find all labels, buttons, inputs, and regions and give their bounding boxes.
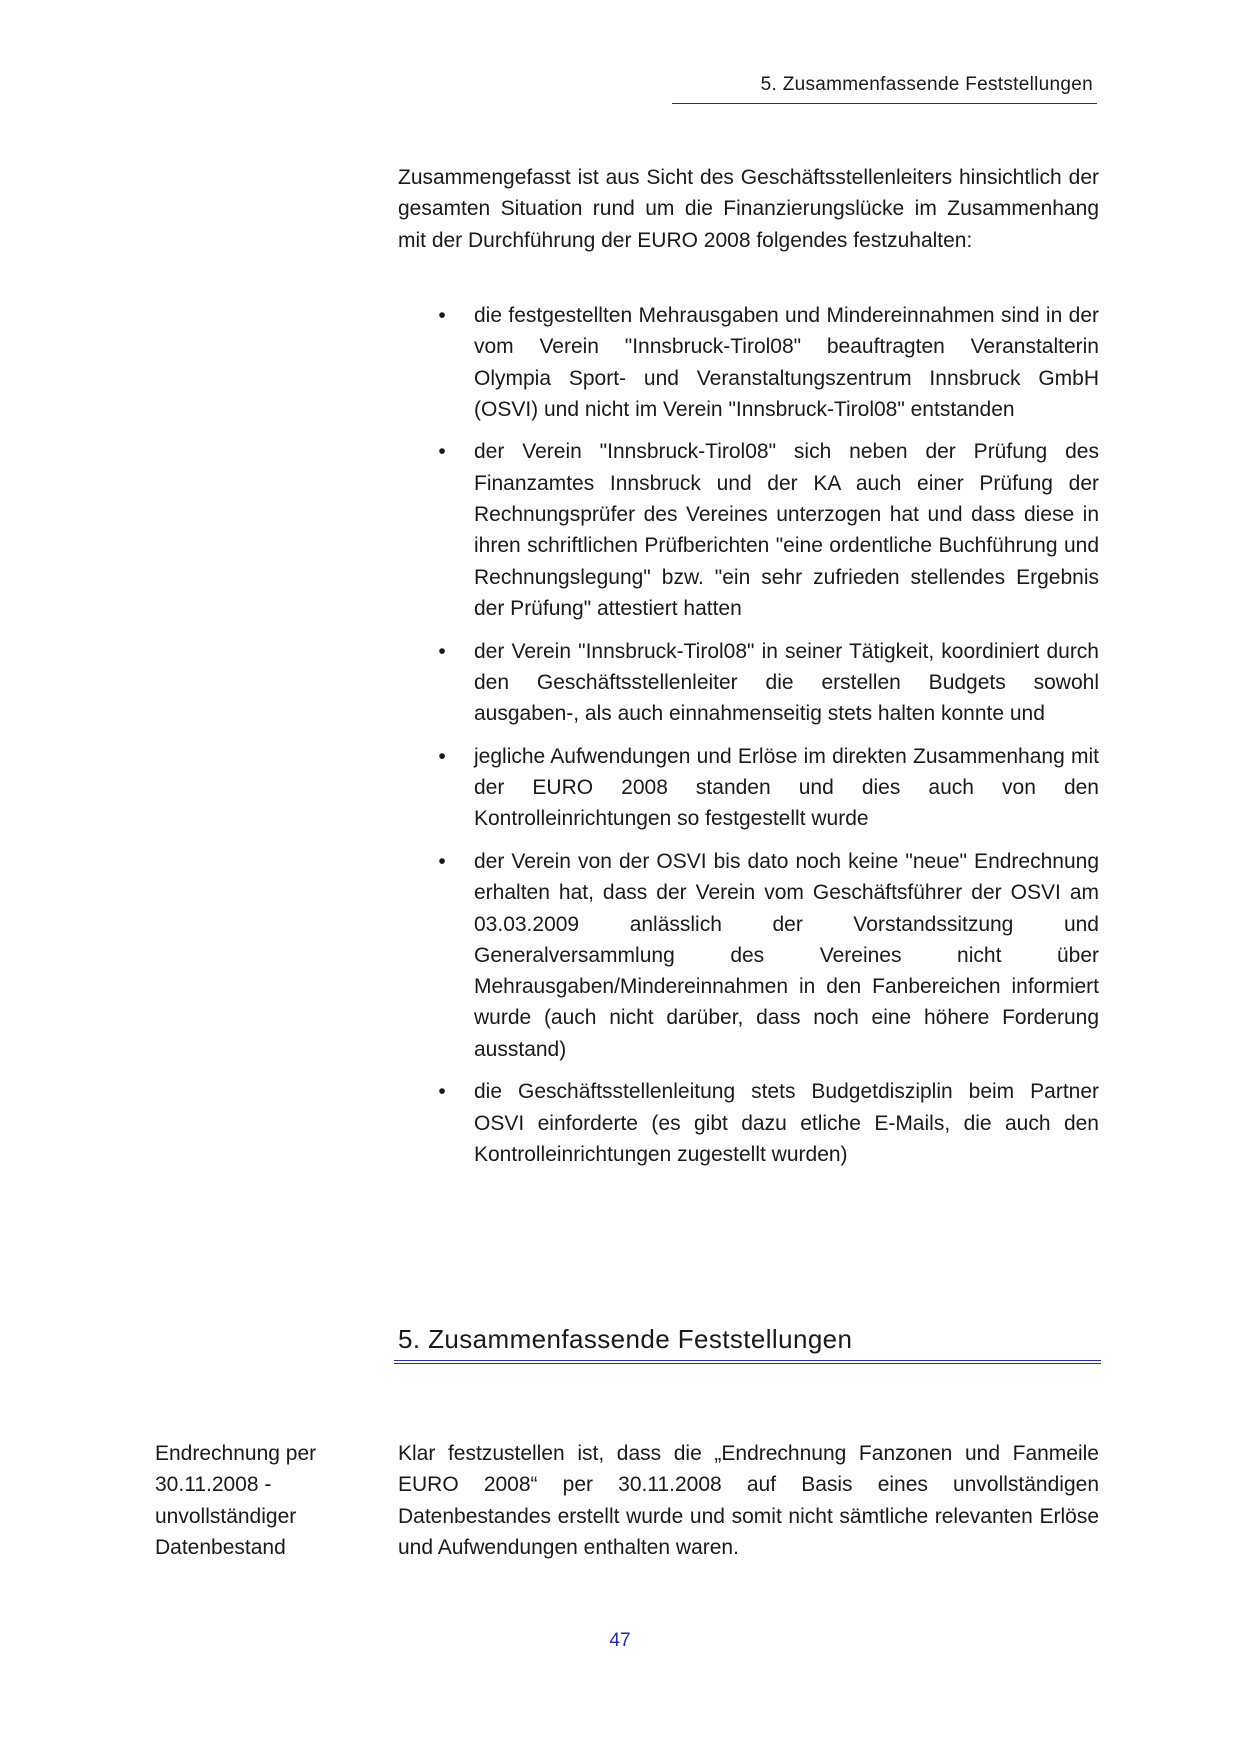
bullet-icon: • bbox=[438, 849, 446, 873]
margin-note-line: Endrechnung per bbox=[155, 1442, 317, 1465]
list-item bbox=[398, 1076, 1099, 1170]
final-paragraph: Klar festzustellen ist, dass die „Endrechnung Fanzonen und Fanmeile EURO 2008“ per 30.11.2008 auf Basis eines unvollständigen Datenbestandes erstellt wurde und somit nicht sämtliche relevanten Erlöse und Aufwendungen enthalten waren. bbox=[398, 1442, 1099, 1559]
section-heading: 5. Zusammenfassende Feststellungen bbox=[398, 1324, 853, 1354]
bullet-icon: • bbox=[438, 440, 446, 464]
list-item-text: der Verein "Innsbruck-Tirol08" sich neben der Prüfung des Finanzamtes Innsbruck und der KA auch einer Prüfung der Rechnungsprüfer des Vereines unterzogen hat und dass diese in ihren schriftlichen Prüfberichten "eine ordentliche Buchführung und Rechnungslegung" bzw. "ein sehr zufrieden stellendes Ergebnis der Prüfung" attestiert hatten bbox=[474, 440, 1099, 620]
margin-note-line: 30.11.2008 - bbox=[155, 1473, 272, 1497]
bullet-icon: • bbox=[438, 744, 446, 768]
list-item-text: die festgestellten Mehrausgaben und Mindereinnahmen sind in der vom Verein "Innsbruck-Tirol08" beauftragten Veranstalterin Olympia Sport- und Veranstaltungszentrum Innsbruck GmbH (OSVI) und nicht im Verein "Innsbruck-Tirol08" entstanden bbox=[474, 304, 1099, 421]
list-item-text: der Verein von der OSVI bis dato noch keine "neue" Endrechnung erhalten hat, dass der Verein vom Geschäftsführer der OSVI am 03.03.2009 anlässlich der Vorstandssitzung und Generalversammlung des Vereines nicht über Mehrausgaben/Mindereinnahmen in den Fanbereichen informiert wurde (auch nicht darüber, dass noch eine höhere Forderung ausstand) bbox=[474, 849, 1099, 1061]
list-item bbox=[398, 636, 1099, 730]
list-item-text: jegliche Aufwendungen und Erlöse im direkten Zusammenhang mit der EURO 2008 standen und dies auch von den Kontrolleinrichtungen so festgestellt wurde bbox=[474, 744, 1099, 831]
intro-paragraph: Zusammengefasst ist aus Sicht des Geschäftsstellenleiters hinsichtlich der gesamten Situation rund um die Finanzierungslücke im Zusammenhang mit der Durchführung der EURO 2008 folgendes festzuhalten: bbox=[398, 166, 1099, 252]
running-header-title: 5. Zusammenfassende Feststellungen bbox=[760, 74, 1093, 95]
margin-note-line: Datenbestand bbox=[155, 1535, 286, 1559]
margin-note-line: unvollständiger bbox=[155, 1504, 297, 1528]
list-item-text: der Verein "Innsbruck-Tirol08" in seiner Tätigkeit, koordiniert durch den Geschäftsstellenleiter die erstellen Budgets sowohl ausgaben-, als auch einnahmenseitig stets halten konnte und bbox=[474, 639, 1099, 726]
bullet-icon: • bbox=[438, 304, 446, 327]
bullet-icon: • bbox=[438, 1080, 446, 1104]
list-item-text: die Geschäftsstellenleitung stets Budgetdisziplin beim Partner OSVI einforderte (es gibt dazu etliche E-Mails, die auch den Kontrolleinrichtungen zugestellt wurden) bbox=[474, 1080, 1099, 1166]
margin-note bbox=[155, 1438, 365, 1563]
list-item bbox=[398, 846, 1099, 1065]
list-item bbox=[398, 741, 1099, 835]
findings-list bbox=[398, 300, 1099, 1182]
bullet-icon: • bbox=[438, 639, 446, 663]
page-number: 47 bbox=[609, 1630, 631, 1651]
section-divider bbox=[394, 1360, 1101, 1364]
running-header bbox=[672, 74, 1097, 104]
list-item bbox=[398, 436, 1099, 624]
list-item bbox=[398, 300, 1099, 425]
